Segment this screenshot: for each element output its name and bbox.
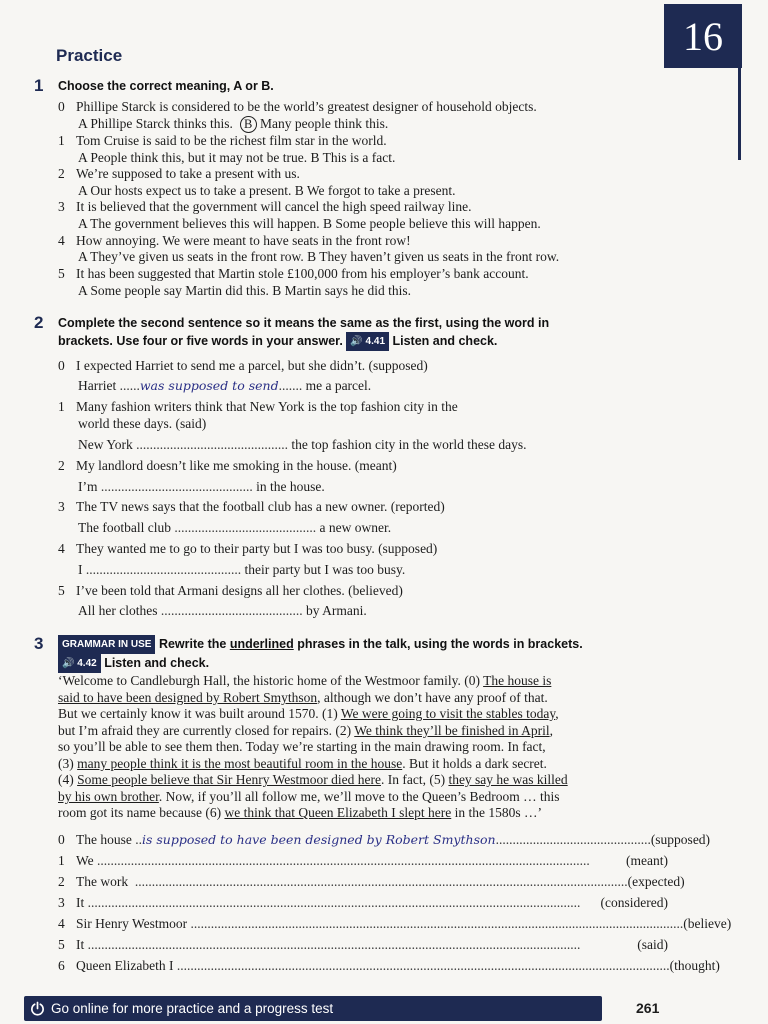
ex1-item-2: 2 We’re supposed to take a present with us. [58, 166, 300, 181]
audio-track-badge[interactable]: 🔊 4.42 [58, 654, 101, 673]
circled-answer-b: B [240, 116, 257, 133]
ex2-item-4: 4 They wanted me to go to their party but I was too busy. (supposed) [58, 541, 438, 556]
answer-blank[interactable]: .......................................... [160, 603, 303, 618]
ex1-item-1-options: A People think this, but it may not be true. B This is a fact. [78, 150, 396, 165]
exercise-1-instruction: Choose the correct meaning, A or B. [58, 79, 274, 93]
answer-blank[interactable]: .................................................................................................................................................. [87, 895, 581, 910]
page-title: Practice [56, 46, 123, 65]
ex1-item-5-options: A Some people say Martin did this. B Martin says he did this. [78, 283, 411, 298]
unit-number-tab: 16 [664, 4, 742, 68]
exercise-3-instruction: GRAMMAR IN USE Rewrite the underlined phrases in the talk, using the words in brackets. 🔊 4.42 Listen and check. [58, 635, 678, 673]
ex3-answer-3: 3 It .................................................................................................................................................. (considered) [58, 895, 668, 910]
ex2-item-3-answer-line: The football club .......................................... a new owner. [78, 520, 392, 535]
audio-track-badge[interactable]: 🔊 4.41 [346, 332, 389, 351]
ex3-answer-5: 5 It .................................................................................................................................................. (said) [58, 937, 668, 952]
answer-blank[interactable]: .................................................................................................................................................. [176, 958, 670, 973]
ex2-item-2: 2 My landlord doesn’t like me smoking in the house. (meant) [58, 458, 397, 473]
ex1-item-0: 0 Phillipe Starck is considered to be the world’s greatest designer of household objects. [58, 99, 537, 114]
talk-line-9: room got its name because (6) we think that Queen Elizabeth I slept here in the 1580s …’ [58, 805, 542, 820]
ex2-item-4-answer-line: I .............................................. their party but I was too busy. [78, 562, 406, 577]
ex1-item-4: 4 How annoying. We were meant to have seats in the front row! [58, 233, 411, 248]
ex1-item-1: 1 Tom Cruise is said to be the richest film star in the world. [58, 133, 387, 148]
power-icon [30, 1001, 45, 1016]
ex2-item-1-cont: world these days. (said) [78, 416, 207, 431]
exercise-1-number: 1 [34, 76, 44, 95]
ex3-answer-2: 2 The work .................................................................................................................................................. (expected) [58, 874, 685, 889]
talk-line-3: But we certainly know it was built around 1570. (1) We were going to visit the stables today, [58, 706, 559, 721]
ex3-answer-1: 1 We .................................................................................................................................................. (meant) [58, 853, 668, 868]
ex1-item-0-options: A Phillipe Starck thinks this. B Many people think this. [78, 116, 389, 131]
unit-tab-rule [738, 68, 741, 160]
talk-line-8: by his own brother. Now, if you’ll all follow me, we’ll move to the Queen’s Bedroom … this [58, 789, 560, 804]
answer-blank[interactable]: .................................................................................................................................................. [87, 937, 581, 952]
ex3-answer-6: 6 Queen Elizabeth I .................................................................................................................................................. (thought) [58, 958, 720, 973]
page-number: 261 [636, 1000, 660, 1016]
grammar-in-use-badge: GRAMMAR IN USE [58, 635, 155, 654]
answer-blank[interactable]: .................................................................................................................................................. [134, 874, 628, 889]
handwritten-answer: was supposed to send [139, 378, 279, 393]
answer-blank[interactable]: .............................................. [85, 562, 242, 577]
exercise-2-number: 2 [34, 313, 44, 332]
answer-blank[interactable]: .................................................................................................................................................. [190, 916, 684, 931]
ex1-item-5: 5 It has been suggested that Martin stole £100,000 from his employer’s bank account. [58, 266, 529, 281]
ex2-item-5: 5 I’ve been told that Armani designs all her clothes. (believed) [58, 583, 403, 598]
ex2-example-answer-line: Harriet ......was supposed to send....... me a parcel. [78, 378, 372, 393]
ex3-answer-4: 4 Sir Henry Westmoor .................................................................................................................................................. (believe) [58, 916, 732, 931]
ex2-item-2-answer-line: I’m ............................................. in the house. [78, 479, 325, 494]
ex1-item-3: 3 It is believed that the government will cancel the high speed railway line. [58, 199, 472, 214]
talk-line-4: but I’m afraid they are currently closed for repairs. (2) We think they’ll be finished in April, [58, 723, 554, 738]
ex2-item-5-answer-line: All her clothes .......................................... by Armani. [78, 603, 367, 618]
ex2-item-1: 1 Many fashion writers think that New York is the top fashion city in the [58, 399, 458, 414]
exercise-3-number: 3 [34, 634, 44, 653]
talk-line-6: (3) many people think it is the most beautiful room in the house. But it holds a dark secret. [58, 756, 547, 771]
exercise-2-instruction: Complete the second sentence so it means the same as the first, using the word in brackets. Use four or five words in your answer. 🔊 4.41 Listen and check. [58, 315, 678, 351]
ex2-item-3: 3 The TV news says that the football club has a new owner. (reported) [58, 499, 445, 514]
answer-blank[interactable]: .......................................... [174, 520, 317, 535]
talk-line-5: so you’ll be able to see them then. Today we’re starting in the main drawing room. In fact, [58, 739, 546, 754]
answer-blank[interactable]: ............................................. [100, 479, 253, 494]
talk-line-2: said to have been designed by Robert Smythson, although we don’t have any proof of that. [58, 690, 548, 705]
talk-line-1: ‘Welcome to Candleburgh Hall, the historic home of the Westmoor family. (0) The house is [58, 673, 552, 688]
ex2-example-question: 0 I expected Harriet to send me a parcel, but she didn’t. (supposed) [58, 358, 428, 373]
ex1-item-2-options: A Our hosts expect us to take a present. B We forgot to take a present. [78, 183, 456, 198]
online-practice-banner[interactable] [24, 996, 602, 1021]
ex1-item-3-options: A The government believes this will happen. B Some people believe this will happen. [78, 216, 541, 231]
handwritten-answer: is supposed to have been designed by Robert Smythson [141, 832, 496, 847]
ex2-item-1-answer-line: New York ............................................. the top fashion city in the world these days. [78, 437, 527, 452]
talk-line-7: (4) Some people believe that Sir Henry Westmoor died here. In fact, (5) they say he was killed [58, 772, 568, 787]
answer-blank[interactable]: .................................................................................................................................................. [97, 853, 590, 868]
ex3-answer-0: 0 The house ..is supposed to have been designed by Robert Smythson .............................................. (supposed) [58, 832, 711, 847]
online-practice-text: Go online for more practice and a progress test [51, 1001, 334, 1016]
answer-blank[interactable]: ............................................. [136, 437, 289, 452]
ex1-item-4-options: A They’ve given us seats in the front row. B They haven’t given us seats in the front row. [78, 249, 560, 264]
